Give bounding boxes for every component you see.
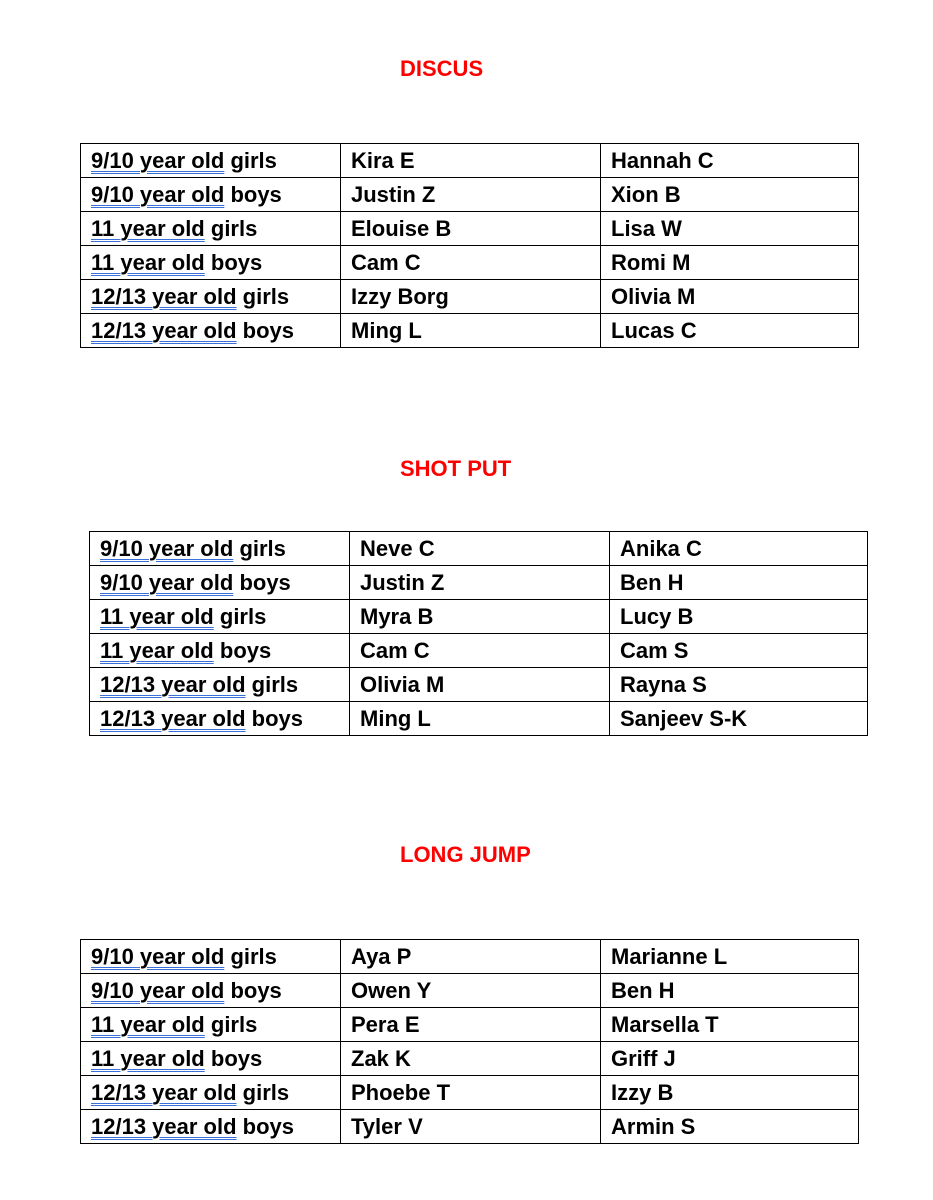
second-place-cell: Sanjeev S-K	[610, 702, 868, 736]
first-place-cell: Kira E	[341, 144, 601, 178]
second-place-cell: Marianne L	[601, 940, 859, 974]
age-label: 9/10 year old	[91, 147, 225, 173]
shot-put-title: SHOT PUT	[400, 456, 512, 481]
category-cell	[81, 940, 341, 974]
second-place-cell: Izzy B	[601, 1076, 859, 1110]
second-place-cell: Marsella T	[601, 1008, 859, 1042]
table-row	[81, 212, 859, 246]
first-place-cell: Justin Z	[341, 178, 601, 212]
age-label: 11 year old	[91, 249, 205, 275]
table-row	[90, 634, 868, 668]
table-row	[81, 314, 859, 348]
first-place-cell: Phoebe T	[341, 1076, 601, 1110]
first-place-cell: Cam C	[350, 634, 610, 668]
table-row	[81, 178, 859, 212]
category-cell	[81, 246, 341, 280]
category-cell	[81, 178, 341, 212]
first-place-cell: Ming L	[341, 314, 601, 348]
age-label: 11 year old	[100, 603, 214, 629]
second-place-cell: Romi M	[601, 246, 859, 280]
first-place-cell: Zak K	[341, 1042, 601, 1076]
age-label: 12/13 year old	[91, 317, 237, 343]
second-place-cell: Lucy B	[610, 600, 868, 634]
first-place-cell: Elouise B	[341, 212, 601, 246]
first-place-cell: Izzy Borg	[341, 280, 601, 314]
table-row	[81, 1042, 859, 1076]
second-place-cell: Xion B	[601, 178, 859, 212]
age-label: 12/13 year old	[91, 283, 237, 309]
group-label: boys	[242, 1113, 295, 1139]
group-label: boys	[219, 637, 272, 663]
second-place-cell: Armin S	[601, 1110, 859, 1144]
second-place-cell: Griff J	[601, 1042, 859, 1076]
category-cell	[90, 668, 350, 702]
discus-table	[80, 143, 859, 348]
age-label: 9/10 year old	[100, 569, 234, 595]
table-row	[81, 940, 859, 974]
group-label: boys	[210, 249, 263, 275]
first-place-cell: Neve C	[350, 532, 610, 566]
first-place-cell: Myra B	[350, 600, 610, 634]
second-place-cell: Lucas C	[601, 314, 859, 348]
first-place-cell: Aya P	[341, 940, 601, 974]
age-label: 12/13 year old	[91, 1113, 237, 1139]
age-label: 9/10 year old	[91, 977, 225, 1003]
group-label: boys	[230, 977, 282, 1003]
age-label: 11 year old	[91, 1045, 205, 1071]
table-row	[81, 144, 859, 178]
table-row	[81, 1076, 859, 1110]
first-place-cell: Olivia M	[350, 668, 610, 702]
group-label: girls	[242, 283, 290, 309]
group-label: boys	[210, 1045, 263, 1071]
group-label: girls	[230, 943, 277, 969]
shot-put-table	[89, 531, 868, 736]
age-label: 11 year old	[91, 215, 205, 241]
table-row	[81, 1110, 859, 1144]
age-label: 12/13 year old	[100, 705, 246, 731]
group-label: girls	[230, 147, 277, 173]
second-place-cell: Anika C	[610, 532, 868, 566]
second-place-cell: Ben H	[610, 566, 868, 600]
second-place-cell: Rayna S	[610, 668, 868, 702]
category-cell	[81, 974, 341, 1008]
first-place-cell: Justin Z	[350, 566, 610, 600]
category-cell	[81, 280, 341, 314]
table-row	[81, 974, 859, 1008]
group-label: boys	[239, 569, 291, 595]
group-label: girls	[210, 215, 258, 241]
table-row	[90, 702, 868, 736]
category-cell	[90, 532, 350, 566]
table-row	[90, 668, 868, 702]
second-place-cell: Lisa W	[601, 212, 859, 246]
group-label: boys	[242, 317, 295, 343]
table-row	[81, 1008, 859, 1042]
category-cell	[90, 702, 350, 736]
first-place-cell: Pera E	[341, 1008, 601, 1042]
group-label: girls	[219, 603, 267, 629]
category-cell	[90, 566, 350, 600]
table-row	[81, 246, 859, 280]
discus-title: DISCUS	[400, 56, 484, 81]
category-cell	[81, 314, 341, 348]
age-label: 9/10 year old	[91, 943, 225, 969]
group-label: girls	[239, 535, 286, 561]
category-cell	[81, 144, 341, 178]
second-place-cell: Cam S	[610, 634, 868, 668]
group-label: girls	[210, 1011, 258, 1037]
category-cell	[81, 1110, 341, 1144]
table-row	[90, 566, 868, 600]
age-label: 11 year old	[91, 1011, 205, 1037]
group-label: boys	[251, 705, 304, 731]
category-cell	[81, 1008, 341, 1042]
age-label: 9/10 year old	[91, 181, 225, 207]
age-label: 12/13 year old	[100, 671, 246, 697]
first-place-cell: Ming L	[350, 702, 610, 736]
table-row	[81, 280, 859, 314]
first-place-cell: Owen Y	[341, 974, 601, 1008]
second-place-cell: Ben H	[601, 974, 859, 1008]
age-label: 9/10 year old	[100, 535, 234, 561]
category-cell	[81, 212, 341, 246]
second-place-cell: Hannah C	[601, 144, 859, 178]
long-jump-title: LONG JUMP	[400, 842, 531, 867]
category-cell	[90, 634, 350, 668]
first-place-cell: Tyler V	[341, 1110, 601, 1144]
category-cell	[81, 1042, 341, 1076]
category-cell	[81, 1076, 341, 1110]
long-jump-table	[80, 939, 859, 1144]
age-label: 11 year old	[100, 637, 214, 663]
group-label: girls	[251, 671, 299, 697]
group-label: boys	[230, 181, 282, 207]
category-cell	[90, 600, 350, 634]
second-place-cell: Olivia M	[601, 280, 859, 314]
table-row	[90, 600, 868, 634]
age-label: 12/13 year old	[91, 1079, 237, 1105]
group-label: girls	[242, 1079, 290, 1105]
first-place-cell: Cam C	[341, 246, 601, 280]
table-row	[90, 532, 868, 566]
